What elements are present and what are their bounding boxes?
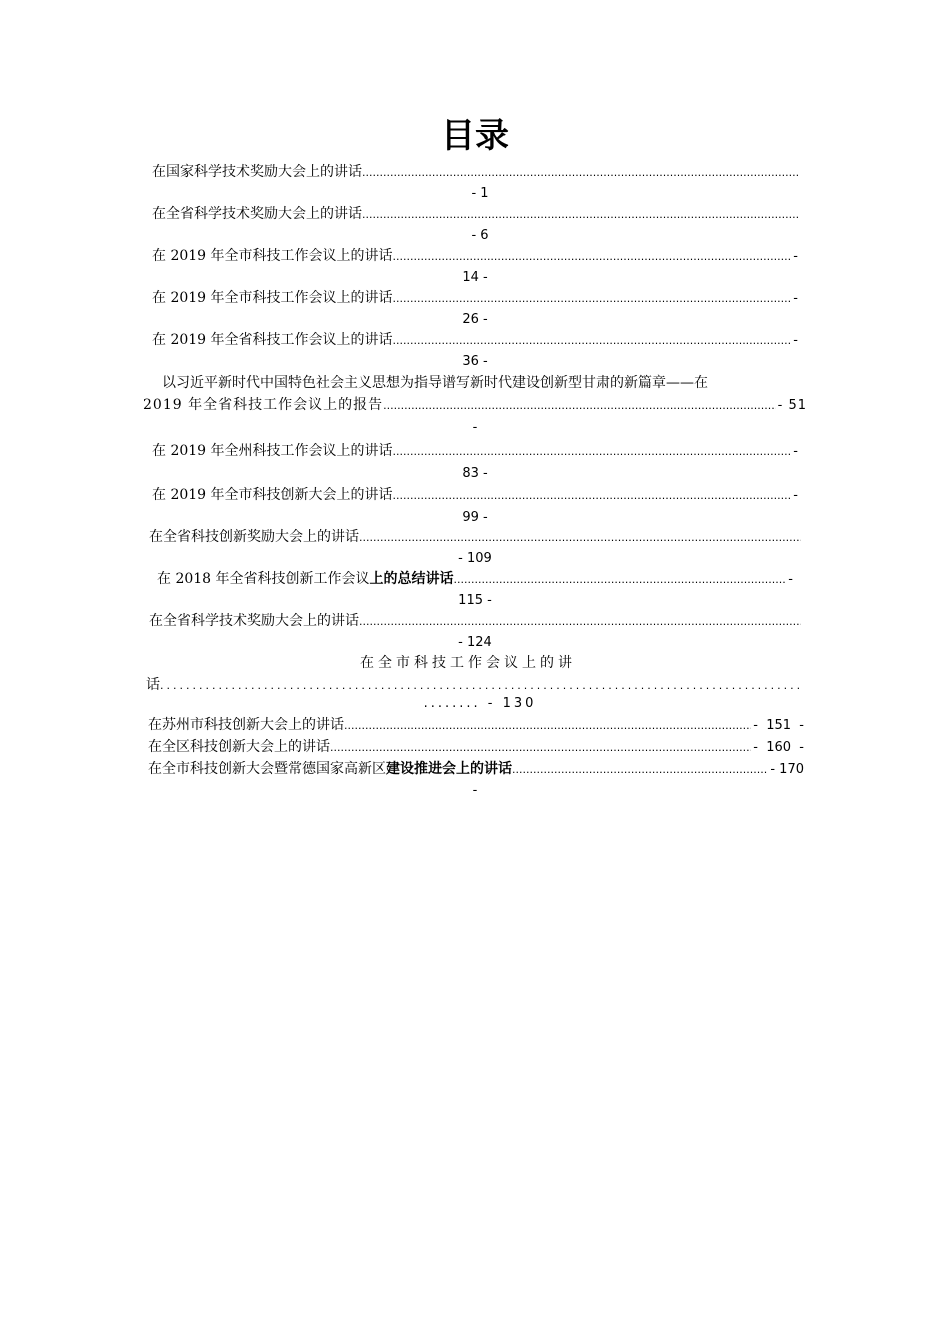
toc-leader: [512, 759, 768, 780]
toc-entry[interactable]: [152, 330, 798, 351]
toc-page-dash: -: [793, 249, 798, 264]
toc-leader: [393, 246, 792, 267]
toc-entry-title: 在全市科技创新大会暨常德国家高新区: [148, 761, 386, 777]
toc-entry[interactable]: [143, 395, 807, 416]
toc-page-number: - 6: [471, 228, 489, 243]
toc-entry[interactable]: [152, 485, 798, 506]
toc-entry[interactable]: [152, 288, 798, 309]
toc-entry[interactable]: [149, 527, 801, 548]
toc-leader: [344, 715, 751, 736]
toc-entry-title-bold: 上的总结讲话: [369, 571, 454, 587]
toc-entry[interactable]: [157, 569, 793, 590]
toc-page-dash: -: [793, 333, 798, 348]
toc-entry-title: 在全省科学技术奖励大会上的讲话: [149, 613, 359, 629]
toc-page-number: - 151 -: [753, 718, 804, 733]
toc-entry[interactable]: [148, 759, 804, 780]
page-title: 目录: [441, 116, 509, 156]
toc-page-number: 99 -: [462, 510, 488, 525]
toc-entry[interactable]: [152, 162, 798, 183]
toc-entry-title-bold: 建设推进会上的讲话: [386, 761, 512, 777]
toc-leader: [359, 527, 801, 548]
toc-leader: [362, 162, 798, 183]
toc-entry-title: 在 2019 年全市科技创新大会上的讲话: [152, 487, 393, 503]
toc-entry-title-line1[interactable]: 在全市科技工作会议上的讲: [360, 655, 576, 671]
toc-page-number: - 1: [471, 186, 489, 201]
toc-leader: [359, 611, 801, 632]
toc-entry-title: 在 2018 年全省科技创新工作会议: [157, 571, 370, 587]
toc-entry-title: 在 2019 年全州科技工作会议上的讲话: [152, 443, 393, 459]
toc-entry[interactable]: [152, 204, 798, 225]
toc-entry-title: 在 2019 年全市科技工作会议上的讲话: [152, 248, 393, 264]
toc-entry[interactable]: [152, 441, 798, 462]
toc-leader: [383, 395, 776, 416]
toc-leader: [393, 441, 792, 462]
toc-entry[interactable]: [148, 715, 804, 736]
toc-page-dash: -: [793, 488, 798, 503]
toc-leader: [330, 737, 751, 758]
toc-page-dash: -: [793, 291, 798, 306]
toc-leader: [393, 485, 792, 506]
toc-page-number: - 160 -: [753, 740, 804, 755]
toc-entry-title: 在国家科学技术奖励大会上的讲话: [152, 164, 362, 180]
toc-entry-title-line2: 话: [146, 677, 160, 693]
toc-page-number: - 170: [770, 762, 804, 777]
toc-page-number: - 124: [458, 635, 492, 650]
toc-page-dash: -: [793, 444, 798, 459]
toc-page-number: 115 -: [458, 593, 492, 608]
toc-page-number: 14 -: [462, 270, 488, 285]
toc-entry[interactable]: [148, 737, 804, 758]
toc-leader: [454, 569, 787, 590]
toc-entry[interactable]: [149, 611, 801, 632]
toc-page-dash: -: [472, 420, 478, 435]
toc-leader: [393, 288, 792, 309]
toc-page-number: 26 -: [462, 312, 488, 327]
toc-entry-title: 在全区科技创新大会上的讲话: [148, 739, 330, 755]
toc-page-dash: -: [472, 783, 478, 798]
toc-entry[interactable]: [152, 246, 798, 267]
toc-entry-title: 在全省科学技术奖励大会上的讲话: [152, 206, 362, 222]
toc-page-dash: -: [788, 572, 793, 587]
toc-page-number: 83 -: [462, 466, 488, 481]
toc-page-number: 36 -: [462, 354, 488, 369]
toc-entry-title: 在 2019 年全省科技工作会议上的讲话: [152, 332, 393, 348]
toc-entry-title: 在全省科技创新奖励大会上的讲话: [149, 529, 359, 545]
toc-leader: [362, 204, 798, 225]
toc-leader: [393, 330, 792, 351]
toc-entry-title-line1[interactable]: 以习近平新时代中国特色社会主义思想为指导谱写新时代建设创新型甘肃的新篇章——在: [162, 375, 708, 391]
toc-entry-title-line2: 2019 年全省科技工作会议上的报告: [143, 397, 384, 413]
toc-entry-title: 在苏州市科技创新大会上的讲话: [148, 717, 344, 733]
toc-page-number: - 109: [458, 551, 492, 566]
toc-entry-title: 在 2019 年全市科技工作会议上的讲话: [152, 290, 393, 306]
toc-page-number: - 51: [777, 398, 807, 413]
toc-page-number: ........ - 130: [423, 696, 537, 711]
